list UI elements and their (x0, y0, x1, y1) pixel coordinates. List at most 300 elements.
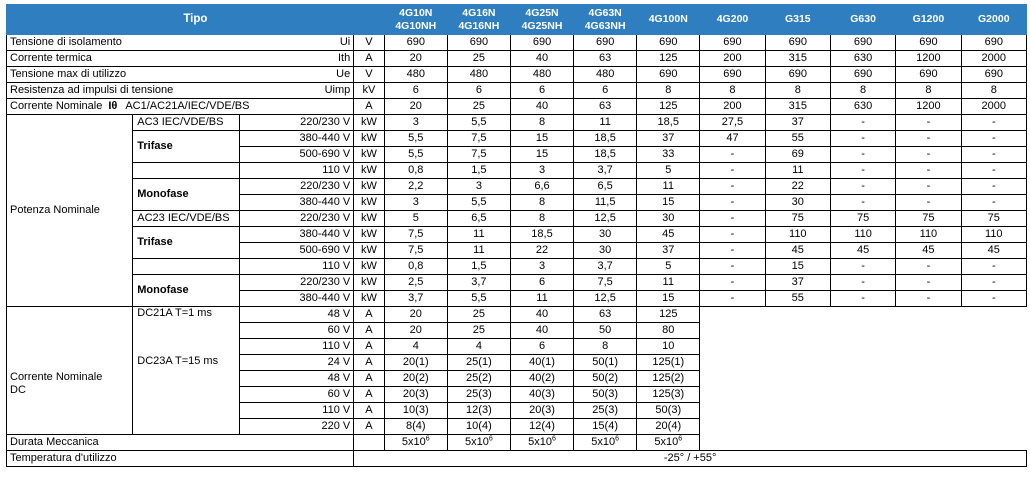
dc-row (7, 307, 1027, 323)
value-cell: 5,5 (447, 291, 510, 307)
value-cell: 37 (637, 131, 700, 147)
value-cell: - (830, 259, 895, 275)
value-cell: - (830, 131, 895, 147)
row-symbol (108, 100, 249, 113)
value-cell: 55 (765, 291, 830, 307)
value-cell: - (896, 275, 961, 291)
dc-label-line2: DC (10, 383, 26, 396)
value-cell: 25 (447, 307, 510, 323)
header-model: 4G63N 4G63NH (574, 5, 637, 35)
unit-cell: kW (354, 179, 384, 195)
voltage-cell: 48 V (239, 371, 353, 387)
value-cell: - (830, 163, 895, 179)
temperatura-label: Temperatura d'utilizzo (7, 451, 354, 467)
row-symbol: Ith (338, 52, 351, 64)
value-cell: 690 (830, 67, 895, 83)
row-symbol: Ue (336, 68, 351, 80)
unit-cell: kW (354, 275, 384, 291)
value-cell: 690 (700, 67, 765, 83)
value-cell: 2000 (961, 51, 1026, 67)
unit-cell: A (354, 323, 384, 339)
durata-exp: 6 (551, 435, 556, 443)
value-cell: 37 (637, 243, 700, 259)
potenza-row (7, 227, 1027, 243)
value-cell: 45 (637, 227, 700, 243)
value-cell: 690 (830, 35, 895, 51)
value-cell: 480 (574, 67, 637, 83)
unit-cell: A (354, 403, 384, 419)
durata-value (574, 435, 637, 451)
value-cell: 690 (765, 67, 830, 83)
trifase-label: Trifase (133, 227, 240, 259)
voltage-cell: 380-440 V (239, 227, 353, 243)
value-cell: 4 (447, 339, 510, 355)
value-cell: 50(3) (637, 403, 700, 419)
value-cell: - (700, 227, 765, 243)
unit-cell: kW (354, 259, 384, 275)
value-cell: 2000 (961, 99, 1026, 115)
durata-base: 5x10 (654, 436, 679, 448)
value-cell: - (830, 115, 895, 131)
value-cell: 690 (961, 67, 1026, 83)
row-label (7, 35, 354, 51)
header-model: 4G100N (637, 5, 700, 35)
potenza-row (7, 131, 1027, 147)
blank-cell (354, 435, 384, 451)
value-cell: 8 (574, 339, 637, 355)
value-cell: 6 (510, 339, 573, 355)
value-cell: - (896, 131, 961, 147)
value-cell: 50(2) (574, 371, 637, 387)
value-cell: 5 (384, 211, 447, 227)
value-cell: 3,7 (574, 163, 637, 179)
value-cell: 30 (574, 227, 637, 243)
value-cell: - (961, 195, 1026, 211)
empty-area (700, 307, 1027, 435)
value-cell: - (700, 243, 765, 259)
durata-value (510, 435, 573, 451)
potenza-row (7, 163, 1027, 179)
value-cell: 125 (637, 51, 700, 67)
value-cell: 75 (765, 211, 830, 227)
value-cell: 45 (896, 243, 961, 259)
value-cell: 37 (765, 115, 830, 131)
row-label-text: Corrente termica (10, 52, 92, 64)
value-cell: 3,7 (384, 291, 447, 307)
value-cell: 690 (896, 35, 961, 51)
value-cell: 40(1) (510, 355, 573, 371)
unit-cell: V (354, 35, 384, 51)
value-cell: 1200 (896, 51, 961, 67)
value-cell: 2,5 (384, 275, 447, 291)
unit-cell: kW (354, 131, 384, 147)
value-cell: 6 (510, 83, 573, 99)
value-cell: - (961, 163, 1026, 179)
header-model: 4G25N 4G25NH (510, 5, 573, 35)
value-cell: 50 (574, 323, 637, 339)
value-cell: 125 (637, 307, 700, 323)
value-cell: 1200 (896, 99, 961, 115)
row-label (7, 67, 354, 83)
potenza-row (7, 259, 1027, 275)
value-cell: - (830, 179, 895, 195)
value-cell: 6 (510, 275, 573, 291)
unit-cell: kW (354, 195, 384, 211)
row-label (7, 51, 354, 67)
unit-cell: kW (354, 147, 384, 163)
value-cell: 3 (447, 179, 510, 195)
value-cell: - (961, 147, 1026, 163)
value-cell: 27,5 (700, 115, 765, 131)
value-cell: 10(3) (384, 403, 447, 419)
value-cell: - (896, 147, 961, 163)
trifase-label: Trifase (133, 131, 240, 163)
value-cell: 315 (765, 99, 830, 115)
durata-exp: 6 (615, 435, 620, 443)
value-cell: 125(3) (637, 387, 700, 403)
value-cell: 315 (765, 51, 830, 67)
value-cell: 630 (830, 51, 895, 67)
blank-cell (133, 259, 240, 275)
value-cell: 40(3) (510, 387, 573, 403)
value-cell: 7,5 (447, 147, 510, 163)
value-cell: 480 (510, 67, 573, 83)
value-cell: - (896, 115, 961, 131)
value-cell: - (700, 275, 765, 291)
voltage-cell: 110 V (239, 259, 353, 275)
temperatura-value: -25° / +55° (354, 451, 1027, 467)
durata-label: Durata Meccanica (7, 435, 354, 451)
value-cell: 33 (637, 147, 700, 163)
row-label-text: Resistenza ad impulsi di tensione (10, 84, 174, 96)
unit-cell: A (354, 339, 384, 355)
durata-base: 5x10 (465, 436, 489, 448)
value-cell: 80 (637, 323, 700, 339)
value-cell: 8 (896, 83, 961, 99)
ac3-label: AC3 IEC/VDE/BS (133, 115, 240, 131)
row-label (7, 83, 354, 99)
voltage-cell: 220/230 V (239, 275, 353, 291)
value-cell: - (896, 163, 961, 179)
value-cell: - (961, 115, 1026, 131)
voltage-cell: 220/230 V (239, 179, 353, 195)
spec-row (7, 67, 1027, 83)
value-cell: - (700, 179, 765, 195)
value-cell: 8(4) (384, 419, 447, 435)
value-cell: 3 (384, 115, 447, 131)
value-cell: 6,5 (574, 179, 637, 195)
value-cell: 125(2) (637, 371, 700, 387)
row-label (7, 99, 354, 115)
unit-cell: kW (354, 163, 384, 179)
header-model: 4G200 (700, 5, 765, 35)
value-cell: 125 (637, 99, 700, 115)
value-cell: 40(2) (510, 371, 573, 387)
value-cell: 30 (574, 243, 637, 259)
value-cell: 20 (384, 323, 447, 339)
unit-cell: kW (354, 243, 384, 259)
value-cell: 20 (384, 51, 447, 67)
potenza-label: Potenza Nominale (7, 115, 133, 307)
value-cell: 10(4) (447, 419, 510, 435)
unit-cell: A (354, 387, 384, 403)
value-cell: 690 (510, 35, 573, 51)
value-cell: - (700, 291, 765, 307)
value-cell: 63 (574, 51, 637, 67)
row-label-text: Tensione max di utilizzo (10, 68, 127, 80)
value-cell: 12,5 (574, 211, 637, 227)
value-cell: 45 (830, 243, 895, 259)
value-cell: 45 (765, 243, 830, 259)
unit-cell: kW (354, 291, 384, 307)
value-cell: 50(1) (574, 355, 637, 371)
value-cell: 110 (765, 227, 830, 243)
value-cell: - (700, 195, 765, 211)
dc21-label: DC21A T=1 ms (133, 307, 240, 355)
ac23-label: AC23 IEC/VDE/BS (133, 211, 240, 227)
durata-exp: 6 (678, 435, 683, 443)
value-cell: 55 (765, 131, 830, 147)
dc-label (7, 307, 133, 435)
voltage-cell: 380-440 V (239, 195, 353, 211)
value-cell: 0,8 (384, 259, 447, 275)
value-cell: 20(4) (637, 419, 700, 435)
unit-cell: kW (354, 227, 384, 243)
value-cell: 8 (765, 83, 830, 99)
spec-table (6, 4, 1027, 467)
value-cell: 11 (447, 227, 510, 243)
value-cell: - (961, 259, 1026, 275)
value-cell: 25(3) (447, 387, 510, 403)
unit-cell: V (354, 67, 384, 83)
value-cell: 40 (510, 323, 573, 339)
dc-label-line1: Corrente Nominale (10, 370, 103, 383)
value-cell: 15(4) (574, 419, 637, 435)
value-cell: 20 (384, 99, 447, 115)
value-cell: 18,5 (574, 147, 637, 163)
unit-cell: kW (354, 115, 384, 131)
value-cell: 480 (384, 67, 447, 83)
value-cell: 8 (510, 195, 573, 211)
value-cell: 20(1) (384, 355, 447, 371)
header-model: G630 (830, 5, 895, 35)
value-cell: 20(3) (384, 387, 447, 403)
value-cell: 20(3) (510, 403, 573, 419)
value-cell: 6 (574, 83, 637, 99)
value-cell: 20(2) (384, 371, 447, 387)
value-cell: - (700, 147, 765, 163)
value-cell: - (830, 195, 895, 211)
value-cell: 690 (961, 35, 1026, 51)
voltage-cell: 220/230 V (239, 115, 353, 131)
value-cell: - (830, 275, 895, 291)
value-cell: 690 (896, 67, 961, 83)
value-cell: 11 (637, 275, 700, 291)
value-cell: 11,5 (574, 195, 637, 211)
value-cell: - (961, 179, 1026, 195)
value-cell: 6,5 (447, 211, 510, 227)
header-model: G1200 (896, 5, 961, 35)
value-cell: 690 (637, 35, 700, 51)
value-cell: 15 (765, 259, 830, 275)
monofase-label: Monofase (133, 179, 240, 211)
value-cell: 8 (510, 211, 573, 227)
value-cell: 10 (637, 339, 700, 355)
value-cell: 5 (637, 163, 700, 179)
value-cell: 47 (700, 131, 765, 147)
value-cell: 40 (510, 99, 573, 115)
durata-value (447, 435, 510, 451)
value-cell: 11 (510, 291, 573, 307)
value-cell: 8 (700, 83, 765, 99)
spec-row (7, 99, 1027, 115)
voltage-cell: 110 V (239, 339, 353, 355)
value-cell: 690 (574, 35, 637, 51)
value-cell: - (961, 291, 1026, 307)
value-cell: - (830, 291, 895, 307)
durata-base: 5x10 (591, 436, 616, 448)
value-cell: 11 (637, 179, 700, 195)
value-cell: 8 (961, 83, 1026, 99)
value-cell: 75 (896, 211, 961, 227)
value-cell: 12(4) (510, 419, 573, 435)
value-cell: 110 (830, 227, 895, 243)
voltage-cell: 380-440 V (239, 131, 353, 147)
unit-cell: A (354, 355, 384, 371)
value-cell: - (896, 259, 961, 275)
value-cell: 6,6 (510, 179, 573, 195)
row-symbol-text: Iθ (108, 100, 118, 112)
header-model: 4G10N 4G10NH (384, 5, 447, 35)
durata-exp: 6 (488, 435, 493, 443)
header-model: G315 (765, 5, 830, 35)
voltage-cell: 380-440 V (239, 291, 353, 307)
value-cell: 63 (574, 307, 637, 323)
value-cell: - (700, 259, 765, 275)
spec-row (7, 51, 1027, 67)
value-cell: 11 (574, 115, 637, 131)
value-cell: 15 (637, 195, 700, 211)
voltage-cell: 220 V (239, 419, 353, 435)
header-model: G2000 (961, 5, 1026, 35)
value-cell: 3,7 (574, 259, 637, 275)
unit-cell: A (354, 51, 384, 67)
row-extra-text: AC1/AC21A/IEC/VDE/BS (125, 100, 250, 112)
value-cell: 25 (447, 51, 510, 67)
value-cell: 5,5 (447, 195, 510, 211)
value-cell: 630 (830, 99, 895, 115)
value-cell: 30 (637, 211, 700, 227)
value-cell: 200 (700, 51, 765, 67)
value-cell: 20 (384, 307, 447, 323)
value-cell: 22 (765, 179, 830, 195)
value-cell: 7,5 (447, 131, 510, 147)
value-cell: 110 (961, 227, 1026, 243)
value-cell: 7,5 (384, 227, 447, 243)
value-cell: 6 (384, 83, 447, 99)
voltage-cell: 220/230 V (239, 211, 353, 227)
voltage-cell: 24 V (239, 355, 353, 371)
spec-row (7, 35, 1027, 51)
value-cell: 12,5 (574, 291, 637, 307)
value-cell: 4 (384, 339, 447, 355)
value-cell: 5,5 (384, 131, 447, 147)
value-cell: 11 (447, 243, 510, 259)
value-cell: 690 (765, 35, 830, 51)
value-cell: 63 (574, 99, 637, 115)
value-cell: 18,5 (510, 227, 573, 243)
value-cell: - (896, 179, 961, 195)
unit-cell: A (354, 99, 384, 115)
value-cell: 22 (510, 243, 573, 259)
row-symbol: Uimp (324, 84, 351, 96)
value-cell: 8 (510, 115, 573, 131)
value-cell: 75 (961, 211, 1026, 227)
durata-value (637, 435, 700, 451)
header-tipo: Tipo (7, 5, 385, 35)
value-cell: 25(1) (447, 355, 510, 371)
value-cell: 5,5 (384, 147, 447, 163)
value-cell: 75 (830, 211, 895, 227)
unit-cell: A (354, 307, 384, 323)
value-cell: 5 (637, 259, 700, 275)
value-cell: 69 (765, 147, 830, 163)
value-cell: 15 (510, 147, 573, 163)
durata-base: 5x10 (401, 436, 426, 448)
potenza-row (7, 179, 1027, 195)
value-cell: - (700, 163, 765, 179)
value-cell: 37 (765, 275, 830, 291)
unit-cell: A (354, 419, 384, 435)
potenza-row (7, 115, 1027, 131)
blank-cell (133, 163, 240, 179)
value-cell: 3,7 (447, 275, 510, 291)
unit-cell: kV (354, 83, 384, 99)
value-cell: - (896, 291, 961, 307)
durata-base: 5x10 (528, 436, 552, 448)
value-cell: - (830, 147, 895, 163)
value-cell: 15 (510, 131, 573, 147)
voltage-cell: 110 V (239, 403, 353, 419)
potenza-row (7, 211, 1027, 227)
value-cell: 1,5 (447, 163, 510, 179)
value-cell: 5,5 (447, 115, 510, 131)
header-model: 4G16N 4G16NH (447, 5, 510, 35)
value-cell: 25(2) (447, 371, 510, 387)
value-cell: 18,5 (574, 131, 637, 147)
durata-row (7, 435, 1027, 451)
value-cell: 0,8 (384, 163, 447, 179)
value-cell: 480 (447, 67, 510, 83)
value-cell: 50(3) (574, 387, 637, 403)
temperatura-row (7, 451, 1027, 467)
value-cell: 25(3) (574, 403, 637, 419)
value-cell: 15 (637, 291, 700, 307)
voltage-cell: 500-690 V (239, 243, 353, 259)
value-cell: 40 (510, 51, 573, 67)
spec-row (7, 83, 1027, 99)
value-cell: 40 (510, 307, 573, 323)
value-cell: 8 (637, 83, 700, 99)
value-cell: 6 (447, 83, 510, 99)
dc23-label: DC23A T=15 ms (133, 355, 240, 435)
voltage-cell: 500-690 V (239, 147, 353, 163)
value-cell: 690 (637, 67, 700, 83)
row-label-text: Corrente Nominale (10, 100, 103, 112)
value-cell: 3 (510, 259, 573, 275)
voltage-cell: 60 V (239, 323, 353, 339)
row-symbol: Ui (339, 36, 351, 48)
